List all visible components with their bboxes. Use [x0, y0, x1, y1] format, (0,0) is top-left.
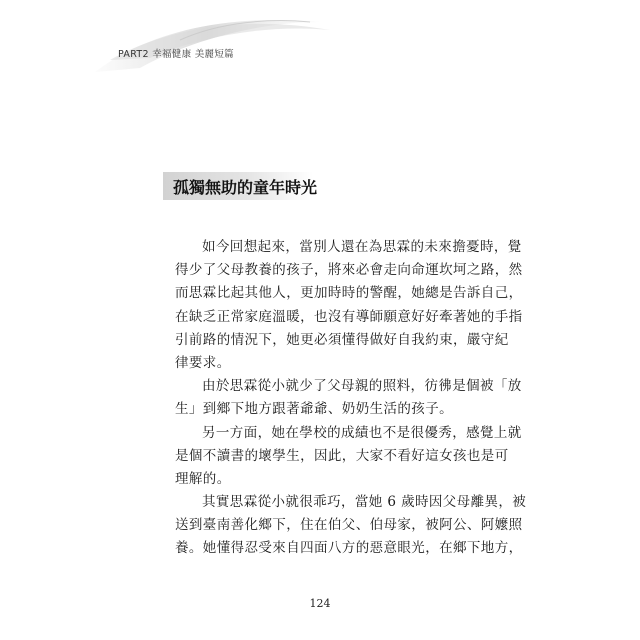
body-line: 而思霖比起其他人，更加時時的警醒，她總是告訴自己， [175, 285, 523, 302]
body-line: 由於思霖從小就少了父母親的照料，彷彿是個被「放 [202, 378, 522, 395]
body-line: 如今回想起來，當別人還在為思霖的未來擔憂時，覺 [202, 239, 522, 255]
running-header: PART2 幸福健康 美麗短篇 [118, 49, 234, 60]
body-line: 是個不讀書的壞學生，因此，大家不看好這女孩也是可 [175, 447, 509, 464]
body-line: 在缺乏正常家庭溫暖，也沒有導師願意好好牽著她的手指 [175, 308, 523, 325]
body-line: 理解的。 [175, 470, 231, 487]
body-line: 生」到鄉下地方跟著爺爺、奶奶生活的孩子。 [175, 401, 453, 418]
body-line: 送到臺南善化鄉下，住在伯父、伯母家，被阿公、阿嬤照 [175, 517, 523, 534]
section-heading [163, 172, 318, 200]
body-line: 律要求。 [175, 354, 231, 371]
page-number: 124 [309, 597, 331, 610]
body-text [175, 236, 527, 561]
body-line: 得少了父母教養的孩子，將來必會走向命運坎坷之路，然 [175, 262, 523, 279]
body-line: 另一方面，她在學校的成績也不是很優秀，感覺上就 [202, 424, 522, 441]
body-line: 養。她懂得忍受來自四面八方的惡意眼光，在鄉下地方， [175, 540, 523, 557]
section-title: 孤獨無助的童年時光 [173, 178, 318, 197]
body-line: 引前路的情況下，她更必須懂得做好自我約束，嚴守紀 [175, 331, 509, 348]
decorative-swoosh [0, 0, 640, 120]
body-line: 其實思霖從小就很乖巧，當她 6 歲時因父母離異，被 [202, 494, 527, 511]
